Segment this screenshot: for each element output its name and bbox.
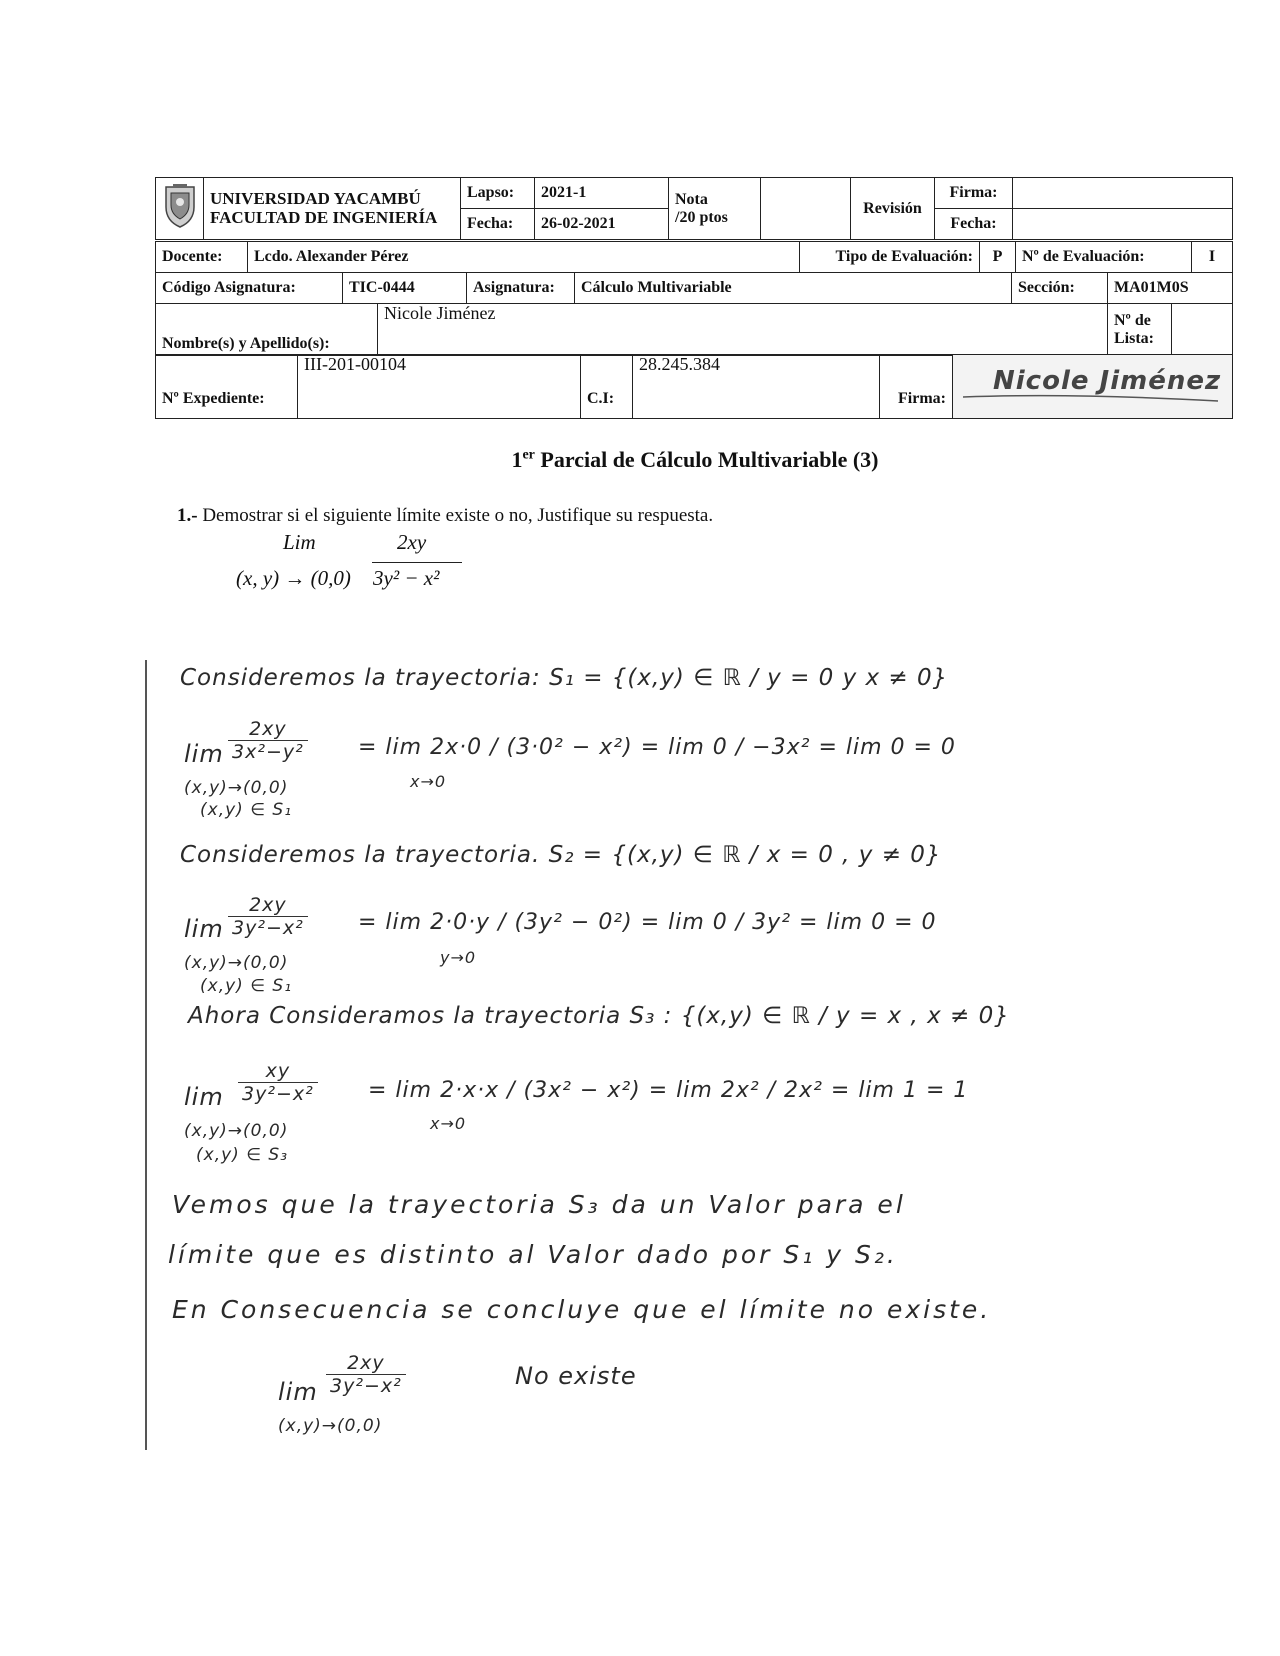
ci-value: 28.245.384: [633, 355, 880, 419]
fecha2-label: Fecha:: [935, 209, 1013, 240]
header-table-expediente: [155, 354, 1233, 419]
ci-label: C.I:: [581, 355, 633, 419]
hw-final-frac-den: 3y²−x²: [330, 1375, 402, 1397]
exam-title-prefix: 1: [511, 447, 523, 472]
nro-evaluacion-value: I: [1192, 242, 1233, 273]
hw-final-frac: [326, 1352, 406, 1397]
hw-line6-sub2: (x,y) ∈ S₃: [196, 1145, 289, 1165]
tipo-evaluacion-value: P: [980, 242, 1016, 273]
student-signature: Nicole Jiménez: [993, 365, 1222, 396]
nota-value: [761, 178, 851, 240]
formula-numerator: 2xy: [397, 530, 427, 554]
header-table-docente: [155, 241, 1233, 273]
hw-final-lim: lim: [278, 1378, 318, 1406]
university-logo: [156, 178, 204, 240]
firma-estudiante-label: Firma:: [880, 355, 953, 419]
header-table-nombre: [155, 303, 1233, 356]
formula-lim: Lim: [283, 530, 316, 554]
hw-line2-x0: x→0: [410, 772, 447, 791]
docente-value: Lcdo. Alexander Pérez: [248, 242, 800, 273]
exam-title-sup: er: [522, 447, 535, 463]
asignatura-value: Cálculo Multivariable: [575, 273, 1012, 304]
question-number: 1.-: [177, 505, 198, 526]
hw-conclusion-1: Vemos que la trayectoria S₃ da un Valor para el: [172, 1190, 906, 1219]
hw-line-5: Ahora Consideramos la trayectoria S₃ : {(x,y) ∈ ℝ / y = x , x ≠ 0}: [188, 1003, 1010, 1029]
hw-line4-lim: lim: [184, 915, 224, 943]
fecha-label: Fecha:: [461, 209, 535, 240]
lapso-value: 2021-1: [535, 178, 669, 209]
signature-cell: [953, 355, 1233, 419]
hw-line4-frac-den: 3y²−x²: [232, 917, 304, 939]
hw-line4-rest: = lim 2·0·y / (3y² − 0²) = lim 0 / 3y² = lim 0 = 0: [358, 910, 937, 935]
hw-line4-frac-num: 2xy: [228, 894, 308, 917]
hw-line2-rest: = lim 2x·0 / (3·0² − x²) = lim 0 / −3x² = lim 0 = 0: [358, 735, 956, 760]
nota-cell: [669, 178, 761, 240]
nota-sub: /20 ptos: [675, 208, 728, 226]
shield-logo-icon: [163, 183, 197, 229]
exam-title-rest: Parcial de Cálculo Multivariable (3): [534, 447, 879, 472]
revision-label: Revisión: [851, 178, 935, 240]
hw-line2-lim: lim: [184, 740, 224, 768]
hw-conclusion-3: En Consecuencia se concluye que el límite no existe.: [172, 1295, 992, 1324]
nro-evaluacion-label: Nº de Evaluación:: [1016, 242, 1192, 273]
tipo-evaluacion-label: Tipo de Evaluación:: [800, 242, 980, 273]
hw-final-text: No existe: [515, 1362, 637, 1390]
nombre-value: Nicole Jiménez: [378, 304, 1108, 356]
hw-line6-frac-num: xy: [238, 1060, 318, 1083]
hw-final-sub: (x,y)→(0,0): [278, 1416, 383, 1436]
hw-line2-frac-den: 3x²−y²: [232, 741, 304, 763]
question-text: Demostrar si el siguiente límite existe o no, Justifique su respuesta.: [197, 505, 714, 526]
hw-conclusion-2: límite que es distinto al Valor dado por S₁ y S₂.: [168, 1240, 898, 1269]
hw-line4-frac: [228, 894, 308, 939]
hw-line6-frac: [238, 1060, 318, 1105]
seccion-value: MA01M0S: [1108, 273, 1233, 304]
hw-line4-sub1: (x,y)→(0,0): [184, 953, 289, 973]
university-name: UNIVERSIDAD YACAMBÚ: [210, 188, 421, 208]
hw-line2-frac: [228, 718, 308, 763]
fecha2-value: [1013, 209, 1233, 240]
faculty-name: FACULTAD DE INGENIERÍA: [210, 207, 438, 227]
hw-line6-sub1: (x,y)→(0,0): [184, 1121, 289, 1141]
hw-line4-sub2: (x,y) ∈ S₁: [200, 976, 293, 996]
question-1: [177, 505, 713, 527]
expediente-label: Nº Expediente:: [156, 355, 298, 419]
nombre-label: Nombre(s) y Apellido(s):: [156, 304, 378, 356]
hw-line-3: Consideremos la trayectoria. S₂ = {(x,y) ∈ ℝ / x = 0 , y ≠ 0}: [180, 842, 942, 868]
header-table-codigo: [155, 272, 1233, 304]
nro-lista-value: [1172, 304, 1233, 356]
expediente-value: III-201-00104: [298, 355, 581, 419]
seccion-label: Sección:: [1012, 273, 1108, 304]
formula-subscript: (x, y) → (0,0): [236, 566, 351, 590]
header-table-top: [155, 177, 1233, 240]
codigo-label: Código Asignatura:: [156, 273, 343, 304]
hw-line6-frac-den: 3y²−x²: [242, 1083, 314, 1105]
hw-line6-x0: x→0: [430, 1114, 467, 1133]
nota-label: Nota: [675, 190, 708, 208]
nro-lista-label: [1108, 304, 1172, 356]
hw-line-1: Consideremos la trayectoria: S₁ = {(x,y) ∈ ℝ / y = 0 y x ≠ 0}: [180, 665, 949, 691]
lapso-label: Lapso:: [461, 178, 535, 209]
codigo-value: TIC-0444: [343, 273, 467, 304]
hw-line2-frac-num: 2xy: [228, 718, 308, 741]
signature-underline: [953, 357, 1229, 417]
firma-value: [1013, 178, 1233, 209]
nro-lista-label-line1: Nº de: [1114, 311, 1151, 329]
formula-denominator: 3y² − x²: [373, 566, 440, 590]
hw-line4-y0: y→0: [440, 948, 477, 967]
hw-final-frac-num: 2xy: [326, 1352, 406, 1375]
asignatura-label: Asignatura:: [467, 273, 575, 304]
exam-title: [0, 447, 1280, 473]
formula-fraction-bar: [372, 562, 462, 563]
firma-label: Firma:: [935, 178, 1013, 209]
institution-name: [204, 178, 461, 240]
docente-label: Docente:: [156, 242, 248, 273]
fecha-value: 26-02-2021: [535, 209, 669, 240]
hw-line2-sub1: (x,y)→(0,0): [184, 778, 289, 798]
hw-line6-lim: lim: [184, 1083, 224, 1111]
hw-line6-rest: = lim 2·x·x / (3x² − x²) = lim 2x² / 2x² = lim 1 = 1: [368, 1078, 969, 1103]
nro-lista-label-line2: Lista:: [1114, 329, 1154, 347]
hw-line2-sub2: (x,y) ∈ S₁: [200, 800, 293, 820]
scan-edge-line: [145, 660, 147, 1450]
